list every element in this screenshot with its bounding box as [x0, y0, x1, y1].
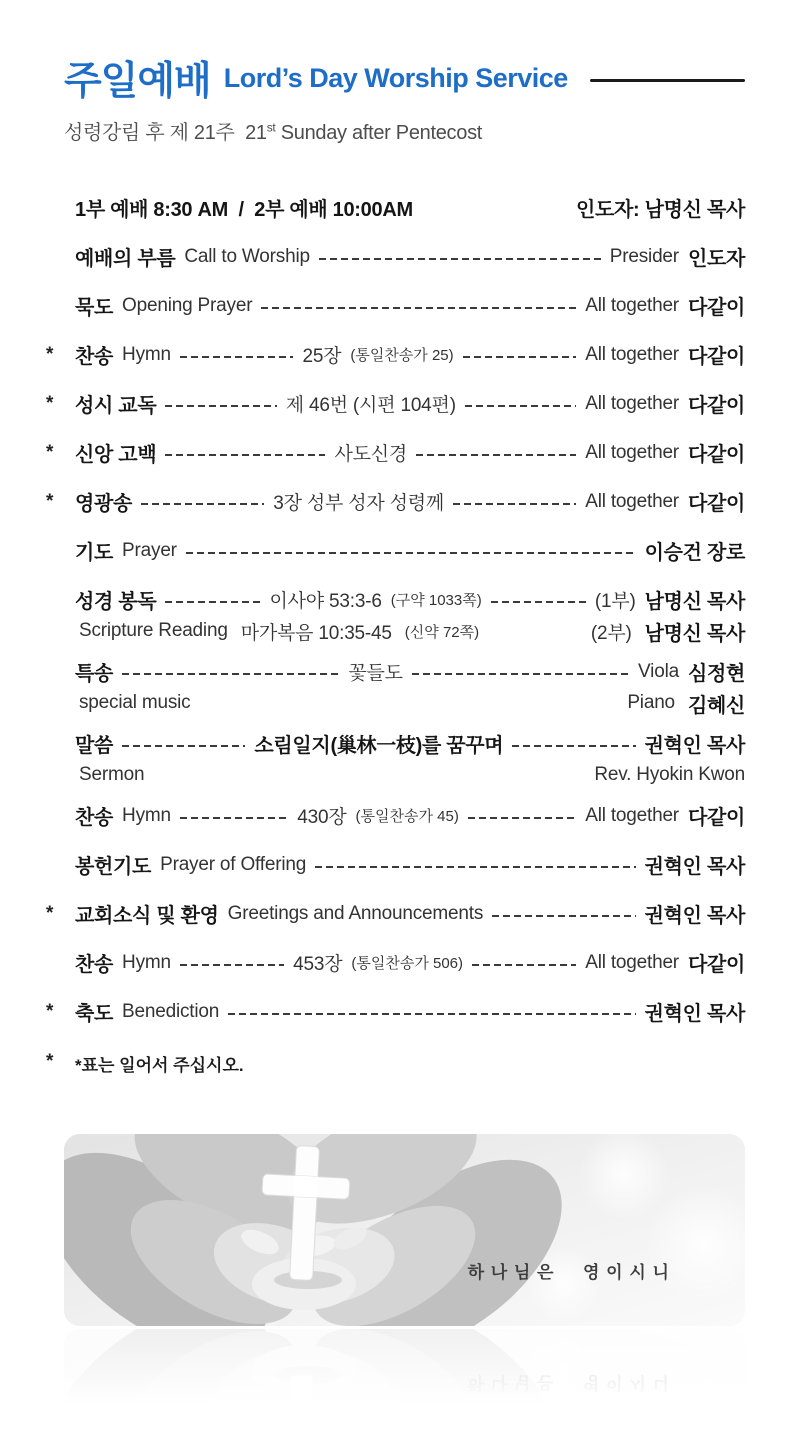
- label-en: All together: [585, 490, 679, 512]
- label-en: Hymn: [122, 951, 171, 973]
- star-marker: [46, 197, 66, 219]
- footnote-star: *: [46, 1051, 54, 1072]
- dash-leader: [261, 307, 576, 309]
- label-small: (통일찬송가 25): [350, 347, 454, 364]
- label-en: 3장 성부 성자 성령께: [273, 493, 445, 514]
- page-title-english: Lord’s Day Worship Service: [223, 62, 568, 93]
- dash-leader: [319, 258, 601, 260]
- label-ko: 예배의 부름: [75, 248, 176, 270]
- star-marker: [46, 952, 66, 974]
- label-en: Rev. Hyokin Kwon: [594, 764, 745, 785]
- label-ko: 다같이: [687, 297, 745, 319]
- label-ko: 성경 봉독: [75, 591, 157, 613]
- label-en: Prayer: [122, 539, 177, 561]
- dash-leader: [472, 964, 576, 966]
- label-en: 제 46번 (시편 104편): [285, 395, 456, 416]
- service-row: [46, 428, 745, 477]
- star-marker: *: [46, 902, 54, 924]
- service-row: [46, 330, 745, 379]
- dash-leader: [180, 356, 294, 358]
- label-en: 사도신경: [334, 444, 408, 465]
- order-of-worship-list: [46, 183, 745, 1036]
- label-ko: 이승건 장로: [644, 542, 745, 564]
- label-en: 이사야 53:3-6: [269, 591, 382, 612]
- label-en: Presider: [609, 245, 679, 267]
- sunday-subtitle: [64, 116, 745, 145]
- star-marker: *: [46, 490, 54, 512]
- star-marker: [46, 295, 66, 317]
- label-en: 마가복음 10:35-45: [240, 622, 392, 644]
- title-row: [64, 50, 745, 106]
- service-row: [46, 526, 745, 575]
- label-ko: 특송: [75, 663, 114, 685]
- dash-leader: [463, 356, 577, 358]
- label-small: (통일찬송가 45): [355, 808, 459, 825]
- star-marker: *: [46, 441, 54, 463]
- banner-reflection: [64, 1329, 745, 1423]
- footnote-text: *표는 일어서 주십시오.: [75, 1056, 244, 1075]
- header-rule: [590, 79, 745, 82]
- label-ko: 다같이: [687, 954, 745, 976]
- subtitle-korean: 성령강림 후 제 21주: [64, 122, 246, 144]
- label-en: Hymn: [122, 343, 171, 365]
- label-ko: 봉헌기도: [75, 856, 152, 878]
- subtitle-number: 21: [245, 122, 267, 144]
- dash-leader: [165, 405, 276, 407]
- label-ko: 권혁인 목사: [644, 1003, 745, 1025]
- star-marker: [46, 692, 66, 714]
- dash-leader: [315, 866, 636, 868]
- service-row: [46, 615, 745, 647]
- service-row: [46, 379, 745, 428]
- star-marker: [46, 733, 66, 755]
- service-row: [46, 232, 745, 281]
- label-ko: 남명신 목사: [644, 591, 746, 613]
- service-row: [46, 840, 745, 889]
- dash-leader: [165, 454, 325, 456]
- label-en: Call to Worship: [184, 245, 310, 267]
- label-en: 25장: [302, 346, 342, 367]
- label-ko: 1부 예배 8:30 AM / 2부 예배 10:00AM: [75, 199, 413, 221]
- label-small: (통일찬송가 506): [351, 955, 463, 972]
- star-marker: [46, 854, 66, 876]
- banner-image: [64, 1134, 745, 1326]
- service-row: [46, 183, 745, 232]
- service-row: [46, 687, 745, 719]
- label-en: All together: [585, 441, 679, 463]
- dash-leader: [186, 552, 636, 554]
- label-en: All together: [585, 804, 679, 826]
- label-en: Viola: [638, 660, 679, 682]
- label-en: All together: [585, 294, 679, 316]
- service-row: [46, 938, 745, 987]
- label-ko: 영광송: [75, 493, 133, 515]
- label-ko: 인도자: 남명신 목사: [575, 199, 745, 221]
- bulletin-header: [0, 0, 800, 145]
- dash-leader: [468, 817, 576, 819]
- star-marker: *: [46, 343, 54, 365]
- reflection-fade: [64, 1329, 745, 1423]
- label-small: (구약 1033쪽): [390, 592, 482, 609]
- label-ko: 성시 교독: [75, 395, 157, 417]
- star-marker: *: [46, 1000, 54, 1022]
- label-ko: 권혁인 목사: [644, 905, 745, 927]
- label-en: Hymn: [122, 804, 171, 826]
- dash-leader: [453, 503, 576, 505]
- label-ko: 찬송: [75, 807, 114, 829]
- label-ko: 찬송: [75, 954, 114, 976]
- dash-leader: [180, 817, 288, 819]
- service-row: [46, 477, 745, 526]
- dash-leader: [465, 405, 576, 407]
- label-en: special music: [79, 692, 191, 713]
- label-en: All together: [585, 951, 679, 973]
- verse-text: [468, 1180, 721, 1326]
- label-ko: 남명신 목사: [644, 622, 745, 645]
- label-ko: 말씀: [75, 735, 114, 757]
- label-ko: 심정현: [687, 663, 746, 685]
- label-ko: 축도: [75, 1003, 114, 1025]
- label-en: Opening Prayer: [122, 294, 253, 316]
- star-marker: *: [46, 392, 54, 414]
- label-en: Benediction: [122, 1000, 220, 1022]
- label-en: 430장: [297, 807, 347, 828]
- label-ko: 다같이: [687, 807, 745, 829]
- label-en: Scripture Reading: [79, 620, 228, 641]
- label-ko: 기도: [75, 542, 114, 564]
- label-ko: 신앙 고백: [75, 444, 157, 466]
- label-en: (2부): [590, 622, 632, 644]
- label-en: All together: [585, 392, 679, 414]
- star-marker: [46, 540, 66, 562]
- label-ko: 김혜신: [687, 694, 745, 717]
- label-ko: 찬송: [75, 346, 114, 368]
- label-en: All together: [585, 343, 679, 365]
- dash-leader: [416, 454, 576, 456]
- star-marker: [46, 589, 66, 611]
- label-ko: 권혁인 목사: [644, 735, 745, 757]
- label-ko: 권혁인 목사: [644, 856, 745, 878]
- label-en: Prayer of Offering: [160, 853, 307, 875]
- label-en: Greetings and Announcements: [227, 902, 484, 924]
- star-marker: [46, 620, 66, 642]
- dash-leader: [165, 601, 260, 603]
- label-ko: 다같이: [687, 346, 745, 368]
- dash-leader: [512, 745, 635, 747]
- star-marker: [46, 661, 66, 683]
- service-row: [46, 889, 745, 938]
- dash-leader: [122, 745, 245, 747]
- label-ko: 다같이: [687, 444, 745, 466]
- label-ko: 묵도: [75, 297, 114, 319]
- label-en: (1부): [594, 591, 636, 612]
- dash-leader: [180, 964, 284, 966]
- label-ko: 다같이: [687, 493, 745, 515]
- page-title-korean: 주일예배: [64, 60, 211, 103]
- service-row: [46, 281, 745, 330]
- label-en: Piano: [627, 692, 675, 713]
- hands-cross-photo: [64, 1134, 745, 1326]
- dash-leader: [228, 1013, 635, 1015]
- standing-footnote: [46, 1051, 745, 1076]
- label-ko: 다같이: [687, 395, 746, 417]
- dash-leader: [122, 673, 339, 675]
- dash-leader: [491, 601, 586, 603]
- subtitle-ordinal: st: [266, 120, 276, 135]
- star-marker: [46, 246, 66, 268]
- star-marker: [46, 805, 66, 827]
- label-ko: 소림일지(巢林一枝)를 꿈꾸며: [254, 735, 504, 757]
- star-marker: [46, 764, 66, 786]
- subtitle-english: Sunday after Pentecost: [275, 122, 483, 144]
- label-ko: 인도자: [687, 248, 745, 270]
- dash-leader: [141, 503, 264, 505]
- service-row: [46, 791, 745, 840]
- label-small: (신약 72쪽): [404, 623, 480, 641]
- service-row: [46, 987, 745, 1036]
- service-row: [46, 759, 745, 791]
- label-en: 453장: [293, 954, 343, 975]
- label-ko: 교회소식 및 환영: [75, 905, 219, 927]
- dash-leader: [492, 915, 635, 917]
- label-en: 꽃들도: [348, 663, 403, 684]
- verse-line: 하 나 님 은 영 이 시 니: [467, 1263, 670, 1282]
- dash-leader: [412, 673, 629, 675]
- label-en: Sermon: [79, 764, 145, 785]
